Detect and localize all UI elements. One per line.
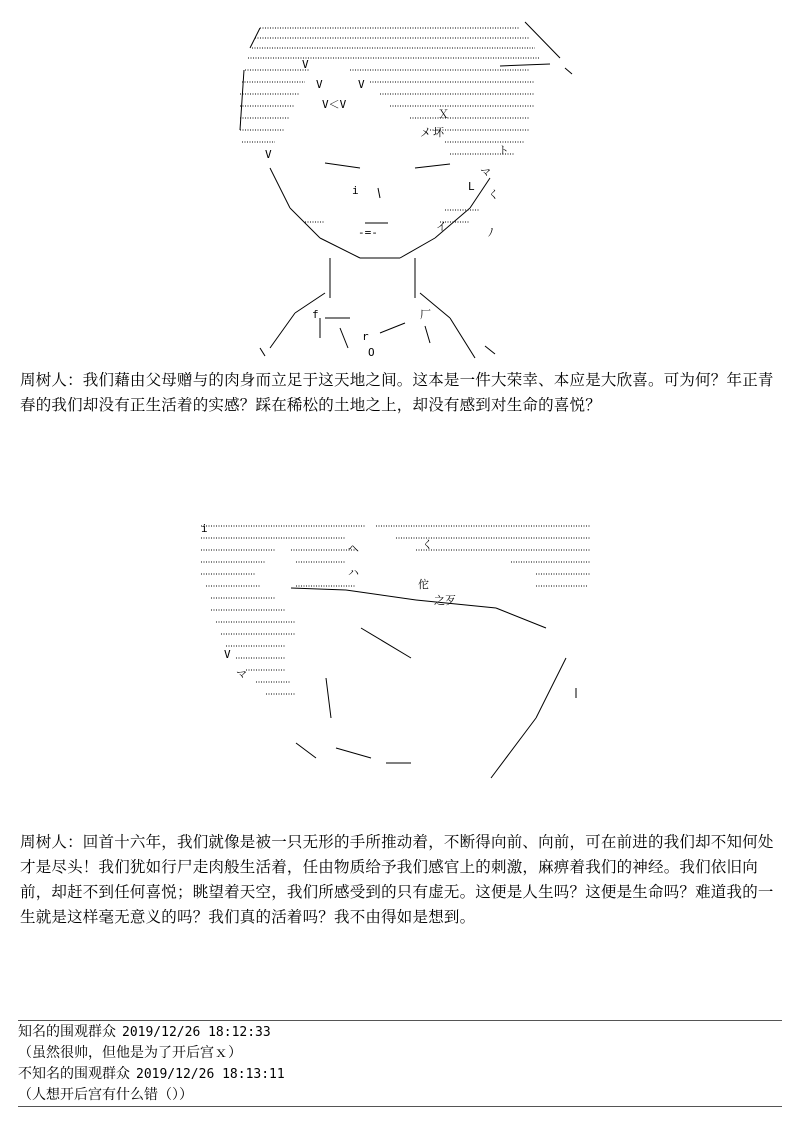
- art-glyph: ヘ: [348, 542, 359, 555]
- comments-bottom-divider: [18, 1106, 782, 1107]
- art-glyph: メ: [420, 126, 431, 139]
- art-glyph: マ: [236, 668, 247, 681]
- art-glyph: マ: [480, 166, 491, 179]
- art-glyph: O: [368, 346, 375, 359]
- art-glyph: f: [312, 308, 319, 321]
- comment-list: [18, 1022, 782, 1106]
- comment-item: [18, 1022, 782, 1064]
- art-glyph: く: [488, 188, 499, 201]
- comment-body: （虽然很帅，但他是为了开后宫ｘ）: [18, 1045, 242, 1061]
- art-glyph: i: [201, 522, 208, 535]
- comment-body: （人想开后宫有什么错（））: [18, 1087, 193, 1103]
- art-glyph: V: [265, 148, 272, 161]
- art-glyph: V: [302, 58, 309, 71]
- art-glyph: 之歹: [434, 594, 456, 607]
- comment-item: [18, 1064, 782, 1106]
- comment-header: [18, 1064, 782, 1085]
- art-glyph: r: [362, 330, 369, 343]
- ascii-art-figure-2-drawing: [196, 518, 606, 793]
- art-glyph: ハ: [348, 566, 359, 579]
- art-glyph: ﾉ: [488, 226, 494, 239]
- comment-header: [18, 1022, 782, 1043]
- art-glyph: 厂: [420, 308, 431, 321]
- comments-top-divider: [18, 1020, 782, 1021]
- art-glyph: ト: [498, 144, 509, 157]
- ascii-art-figure-2: [196, 518, 606, 793]
- art-glyph: -=-: [358, 226, 378, 239]
- comment-timestamp: 2019/12/26 18:12:33: [122, 1025, 271, 1040]
- art-glyph: V: [316, 78, 323, 91]
- art-glyph: V＜V: [322, 98, 347, 111]
- art-glyph: く: [422, 538, 433, 551]
- ascii-art-figure-1: [230, 18, 580, 363]
- art-glyph: V: [224, 648, 231, 661]
- art-glyph: Ｘ: [438, 108, 449, 121]
- narration-paragraph: 周树人：我们藉由父母赠与的肉身而立足于这天地之间。这本是一件大荣幸、本应是大欣喜。可为何？年正青春的我们却没有正生活着的实感？踩在稀松的土地之上，却没有感到对生命的喜悦？: [20, 371, 774, 414]
- art-glyph: V: [358, 78, 365, 91]
- comment-timestamp: 2019/12/26 18:13:11: [136, 1067, 285, 1082]
- art-glyph: i: [352, 184, 359, 197]
- comment-author[interactable]: 知名的围观群众: [18, 1024, 116, 1040]
- narration-paragraph: 周树人：回首十六年，我们就像是被一只无形的手所推动着，不断得向前、向前，可在前进的我们却不知何处才是尽头！我们犹如行尸走肉般生活着，任由物质给予我们感官上的刺激，麻痹着我们的神经。我们依旧向前，却赶不到任何喜悦；眺望着天空，我们所感受到的只有虚无。这便是人生吗？这便是生命吗？难道我的一生就是这样毫无意义的吗？我们真的活着吗？我不由得如是想到。: [20, 833, 774, 926]
- art-glyph: イ: [436, 220, 447, 233]
- ascii-art-figure-1-drawing: [230, 18, 580, 363]
- art-glyph: 佗: [418, 578, 429, 591]
- art-glyph: 坏: [433, 126, 444, 139]
- art-glyph: L: [468, 180, 475, 193]
- comment-author[interactable]: 不知名的围观群众: [18, 1066, 130, 1082]
